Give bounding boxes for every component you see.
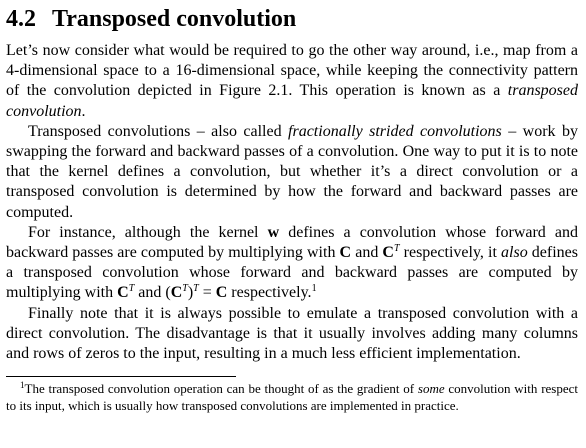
paragraph-3-text-5: respectively. bbox=[227, 284, 312, 302]
paragraph-3-text-3: respectively, it bbox=[399, 244, 502, 262]
paragraph-3-text-1: For instance, although the kernel bbox=[28, 223, 268, 241]
paragraph-1-text: Let’s now consider what would be required to go the other way around, i.e., map from a 4-dimensional space to a 16-dimensional space, while keeping the connectivity pattern of the convolution depicted in Figure 2.1. This operation is known as a bbox=[6, 42, 578, 100]
paragraph-2 bbox=[6, 122, 578, 223]
footnote-emphasis-some: some bbox=[417, 381, 445, 397]
paragraph-1 bbox=[6, 41, 578, 122]
emphasis-also: also bbox=[501, 244, 528, 262]
transposed-convolution-term: transposed convolution bbox=[6, 82, 578, 120]
transpose-superscript-3: T bbox=[182, 283, 188, 295]
outer-transpose-superscript: T bbox=[193, 283, 199, 295]
footnote-marker[interactable]: 1 bbox=[311, 283, 317, 295]
paren-open: ( bbox=[165, 284, 171, 302]
section-heading bbox=[6, 4, 578, 34]
matrix-symbol-c-transpose: C bbox=[382, 244, 394, 262]
footnote-text-1: The transposed convolution operation can be thought of as the gradient of bbox=[24, 381, 418, 397]
paragraph-3-text-4: defines a transposed convolution whose forward and backward passes are computed by multiplying with bbox=[6, 244, 578, 302]
fractionally-strided-term: fractionally strided convolutions bbox=[288, 122, 502, 140]
page bbox=[6, 0, 578, 414]
paren-close: ) bbox=[187, 284, 194, 302]
paragraph-2-rest: – work by swapping the forward and backward passes of a convolution. One way to put it is to note that the kernel defines a convolution, but whether it’s a direct convolution or a transposed convolution is determined by how the forward and backward passes are computed. bbox=[6, 122, 578, 221]
footnote-number: 1 bbox=[20, 380, 25, 391]
paragraph-3-text-2: defines a convolution whose forward and backward passes are computed by multiplying with bbox=[6, 223, 578, 262]
section-title: Transposed convolution bbox=[52, 6, 297, 32]
matrix-symbol-c-transpose-3: C bbox=[170, 284, 183, 302]
equals-sign: = bbox=[198, 284, 216, 302]
paragraph-3 bbox=[6, 223, 578, 304]
paragraph-4: Finally note that it is always possible to emulate a transposed convolution with a direct convolution. The disadvantage is that it usually involves adding many columns and rows of zeros to the input, resulting in a much less efficient implementation. bbox=[6, 304, 578, 363]
paragraph-3-and: and bbox=[351, 244, 383, 262]
kernel-symbol-w: w bbox=[267, 223, 280, 241]
transpose-superscript: T bbox=[393, 243, 400, 255]
paragraph-1-end: . bbox=[81, 102, 86, 120]
matrix-symbol-c-transpose-2: C bbox=[117, 284, 129, 302]
matrix-symbol-c: C bbox=[339, 244, 352, 262]
footnote-text-2: convolution with respect to its input, which is usually how transposed convolutions are implemented in practice. bbox=[6, 381, 578, 413]
section-body bbox=[6, 41, 578, 364]
paragraph-3-and-2: and bbox=[134, 284, 166, 302]
transpose-superscript-2: T bbox=[128, 283, 135, 295]
matrix-symbol-c-final: C bbox=[215, 284, 228, 302]
section-number: 4.2 bbox=[6, 6, 36, 32]
footnote bbox=[6, 381, 578, 414]
paragraph-2-start: Transposed convolutions – also called bbox=[28, 122, 289, 140]
footnote-rule bbox=[6, 376, 236, 377]
